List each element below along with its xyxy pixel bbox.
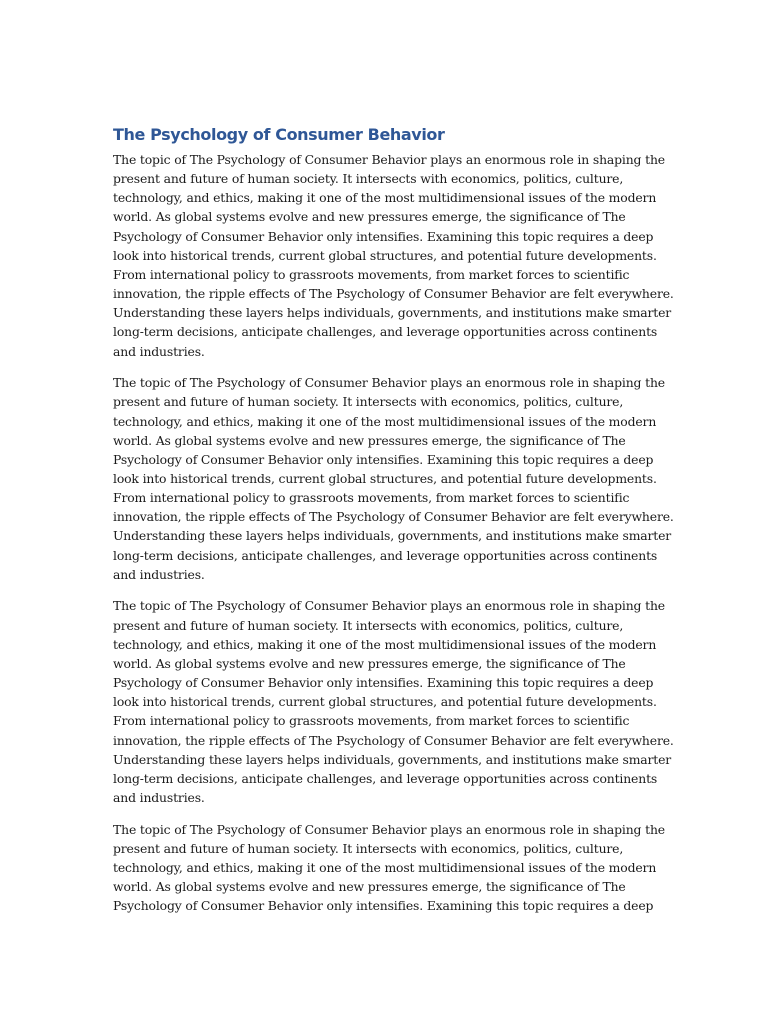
paragraph-line: present and future of human society. It intersects with economics, politics, culture,	[113, 171, 624, 187]
paragraph-line: technology, and ethics, making it one of the most multidimensional issues of the modern	[113, 859, 657, 875]
paragraph-line: Psychology of Consumer Behavior only intensifies. Examining this topic requires a deep	[113, 675, 654, 691]
paragraph-line: The topic of The Psychology of Consumer Behavior plays an enormous role in shaping the	[113, 598, 665, 614]
paragraph-line: present and future of human society. It intersects with economics, politics, culture,	[113, 617, 624, 633]
body-paragraph	[113, 373, 674, 584]
paragraph-line: long-term decisions, anticipate challenges, and leverage opportunities across continents	[113, 770, 658, 786]
paragraph-line: world. As global systems evolve and new pressures emerge, the significance of The	[113, 879, 626, 895]
paragraph-line: look into historical trends, current global structures, and potential future developments.	[113, 247, 657, 263]
paragraph-line: world. As global systems evolve and new pressures emerge, the significance of The	[113, 209, 626, 225]
paragraph-line: Understanding these layers helps individuals, governments, and institutions make smarter	[113, 528, 672, 544]
document-page	[113, 124, 674, 928]
paragraph-line: look into historical trends, current global structures, and potential future developments.	[113, 471, 657, 486]
paragraph-line: look into historical trends, current global structures, and potential future developments.	[113, 694, 657, 710]
paragraph-line: The topic of The Psychology of Consumer Behavior plays an enormous role in shaping the	[113, 375, 665, 391]
paragraph-line: Understanding these layers helps individuals, governments, and institutions make smarter	[113, 751, 672, 767]
paragraph-line: world. As global systems evolve and new pressures emerge, the significance of The	[113, 432, 626, 448]
paragraph-line: innovation, the ripple effects of The Psychology of Consumer Behavior are felt everywhere.	[113, 732, 674, 748]
paragraph-line: From international policy to grassroots movements, from market forces to scientific	[113, 266, 630, 282]
paragraph-line: and industries.	[113, 566, 205, 582]
paragraph-line: technology, and ethics, making it one of the most multidimensional issues of the modern	[113, 636, 657, 652]
paragraph-line: technology, and ethics, making it one of the most multidimensional issues of the modern	[113, 413, 657, 429]
paragraph-line: innovation, the ripple effects of The Psychology of Consumer Behavior are felt everywhere.	[113, 509, 674, 525]
paragraph-line: The topic of The Psychology of Consumer Behavior plays an enormous role in shaping the	[113, 152, 665, 167]
paragraph-line: From international policy to grassroots movements, from market forces to scientific	[113, 490, 630, 506]
paragraph-line: Psychology of Consumer Behavior only intensifies. Examining this topic requires a deep	[113, 451, 654, 467]
paragraph-line: From international policy to grassroots movements, from market forces to scientific	[113, 713, 630, 729]
paragraph-line: present and future of human society. It intersects with economics, politics, culture,	[113, 840, 624, 856]
paragraph-line: world. As global systems evolve and new pressures emerge, the significance of The	[113, 655, 626, 671]
paragraph-line: present and future of human society. It intersects with economics, politics, culture,	[113, 394, 624, 410]
body-paragraph	[113, 596, 674, 807]
paragraph-line: and industries.	[113, 343, 205, 359]
paragraph-line: technology, and ethics, making it one of the most multidimensional issues of the modern	[113, 190, 657, 206]
paragraph-line: Understanding these layers helps individuals, governments, and institutions make smarter	[113, 305, 672, 321]
body-paragraph	[113, 150, 674, 361]
document-title: The Psychology of Consumer Behavior	[113, 125, 445, 144]
paragraph-line: and industries.	[113, 790, 205, 805]
paragraph-line: Psychology of Consumer Behavior only intensifies. Examining this topic requires a deep	[113, 228, 654, 244]
paragraph-line: long-term decisions, anticipate challenges, and leverage opportunities across continents	[113, 547, 658, 563]
paragraph-line: long-term decisions, anticipate challenges, and leverage opportunities across continents	[113, 324, 658, 340]
paragraph-line: innovation, the ripple effects of The Psychology of Consumer Behavior are felt everywhere.	[113, 286, 674, 302]
document-body	[113, 150, 674, 915]
body-paragraph	[113, 820, 665, 916]
paragraph-line: The topic of The Psychology of Consumer Behavior plays an enormous role in shaping the	[113, 821, 665, 837]
paragraph-line: Psychology of Consumer Behavior only intensifies. Examining this topic requires a deep	[113, 898, 654, 914]
